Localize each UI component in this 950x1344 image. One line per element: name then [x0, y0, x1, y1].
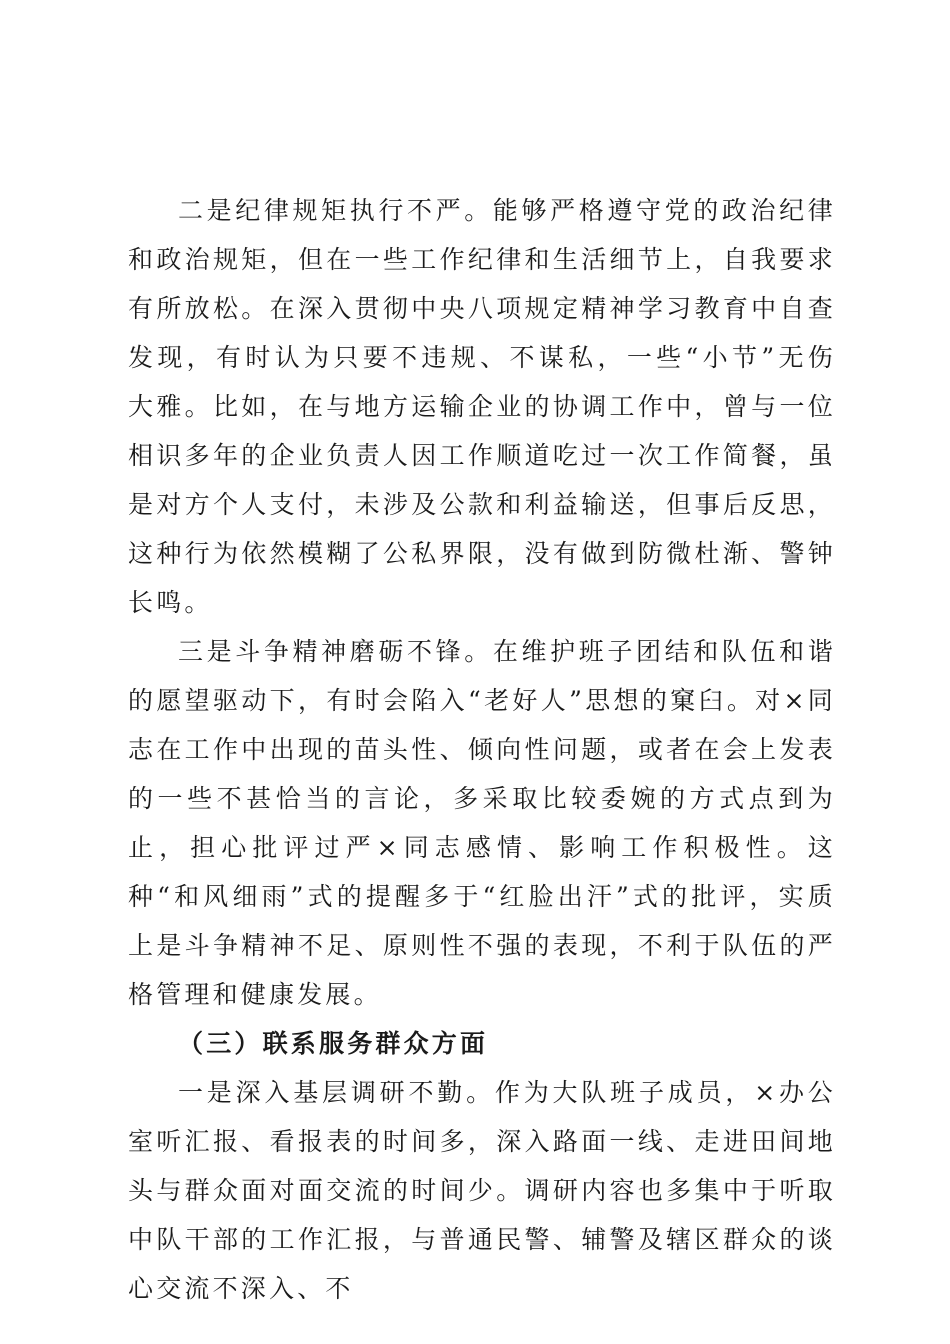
paragraph-grassroots-research: 一是深入基层调研不勤。作为大队班子成员，×办公室听汇报、看报表的时间多，深入路面一线、走进田间地头与群众面对面交流的时间少。调研内容也多集中于听取中队干部的工作汇报，与普通民警、辅警及辖区群众的谈心交流不深入、不 — [128, 1078, 836, 1303]
section-heading: （三）联系服务群众方面 — [178, 1029, 489, 1058]
paragraph-discipline: 二是纪律规矩执行不严。能够严格遵守党的政治纪律和政治规矩，但在一些工作纪律和生活细节上，自我要求有所放松。在深入贯彻中央八项规定精神学习教育中自查发现，有时认为只要不违规、不谋私，一些“小节”无伤大雅。比如，在与地方运输企业的协调工作中，曾与一位相识多年的企业负责人因工作顺道吃过一次工作简餐，虽是对方个人支付，未涉及公款和利益输送，但事后反思，这种行为依然模糊了公私界限，没有做到防微杜渐、警钟长鸣。 — [128, 196, 836, 617]
paragraph-struggle-spirit: 三是斗争精神磨砺不锋。在维护班子团结和队伍和谐的愿望驱动下，有时会陷入“老好人”思想的窠臼。对×同志在工作中出现的苗头性、倾向性问题，或者在会上发表的一些不甚恰当的言论，多采取比较委婉的方式点到为止，担心批评过严×同志感情、影响工作积极性。这种“和风细雨”式的提醒多于“红脸出汗”式的批评，实质上是斗争精神不足、原则性不强的表现，不利于队伍的严格管理和健康发展。 — [128, 637, 836, 1009]
document-body — [128, 186, 836, 1313]
